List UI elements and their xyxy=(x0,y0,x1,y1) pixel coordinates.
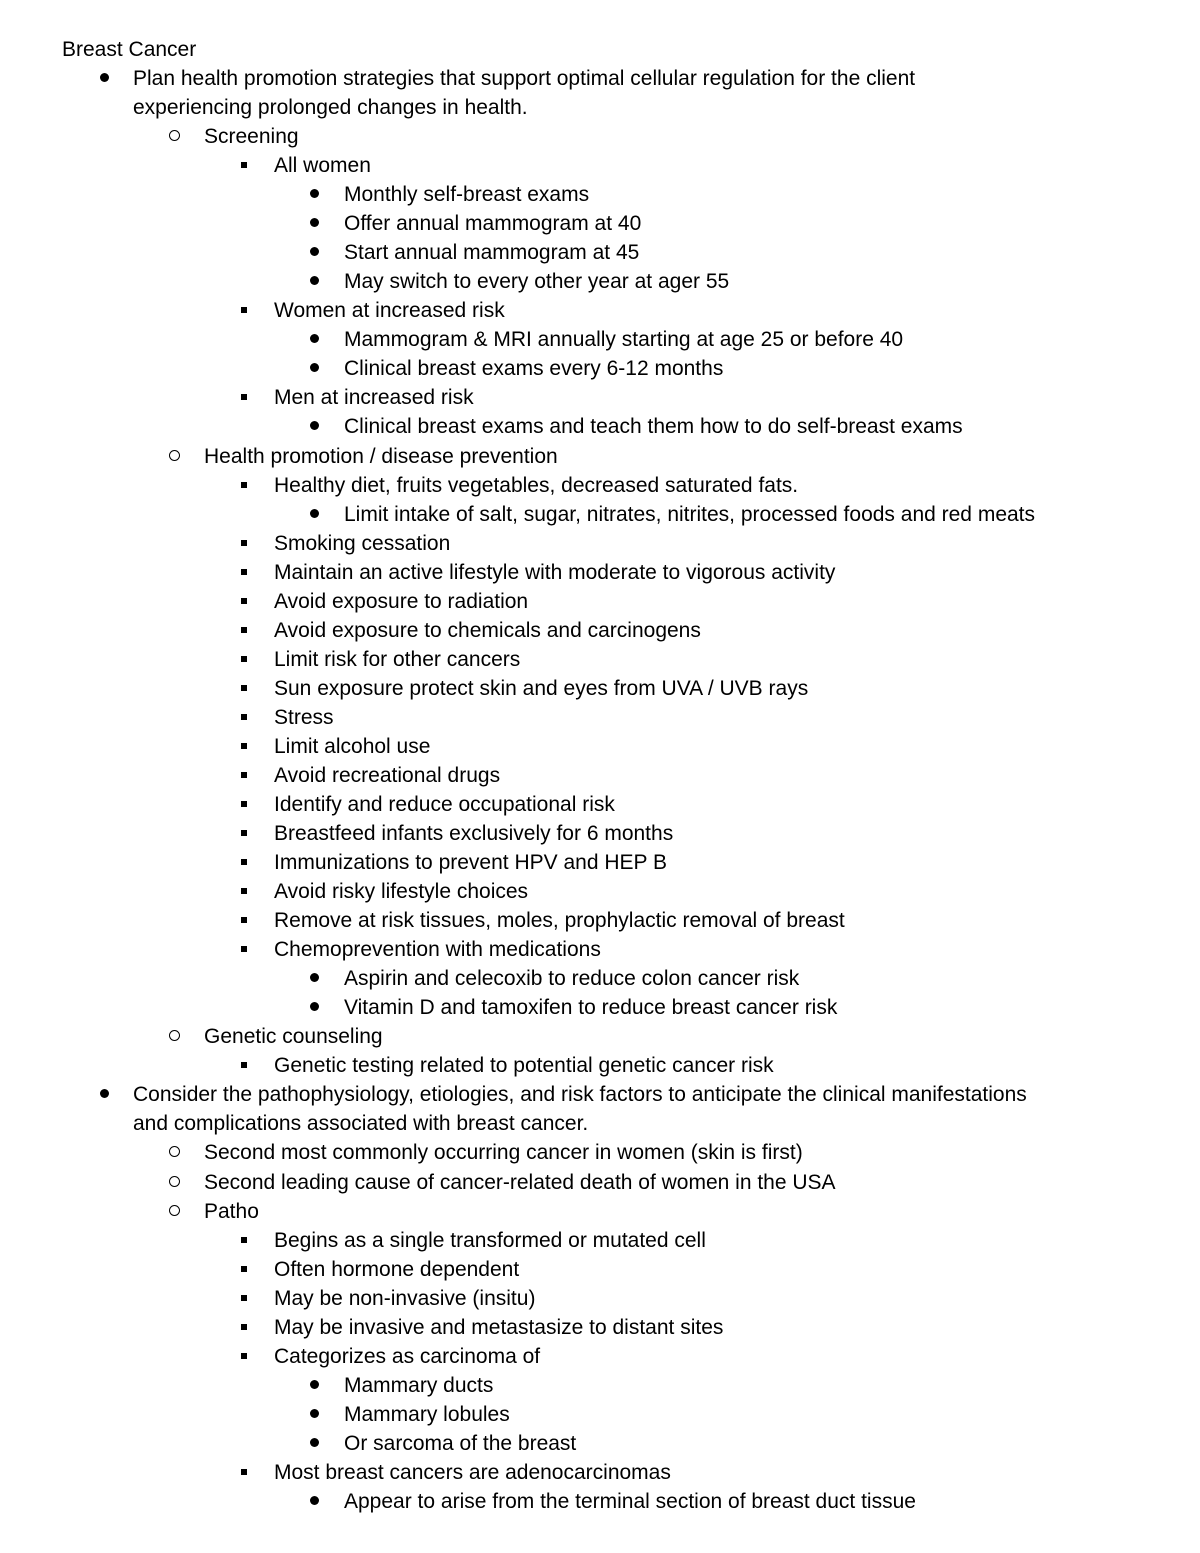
outline-item-text: Offer annual mammogram at 40 xyxy=(344,212,642,235)
outline-item-text: Chemoprevention with medications xyxy=(274,938,601,961)
square-bullet-icon xyxy=(234,619,254,643)
outline-item-text: Second leading cause of cancer-related death of women in the USA xyxy=(204,1171,836,1194)
square-bullet-icon xyxy=(234,1345,254,1369)
bullet-icon xyxy=(304,1432,324,1456)
bullet-icon xyxy=(304,1374,324,1398)
bullet-icon xyxy=(304,996,324,1020)
outline-item-text: Start annual mammogram at 45 xyxy=(344,241,640,264)
square-bullet-icon xyxy=(234,706,254,730)
hollow-circle-bullet-icon xyxy=(164,1171,184,1195)
outline-item-text: Consider the pathophysiology, etiologies, and risk factors to anticipate the clinical manifestations xyxy=(133,1083,1027,1106)
outline-item-text: Categorizes as carcinoma of xyxy=(274,1345,541,1368)
outline-item-text: Clinical breast exams every 6-12 months xyxy=(344,357,724,380)
square-bullet-icon xyxy=(234,851,254,875)
square-bullet-icon xyxy=(234,822,254,846)
square-bullet-icon xyxy=(234,909,254,933)
outline-item-text: Plan health promotion strategies that support optimal cellular regulation for the client xyxy=(133,67,916,90)
outline-item-text: Identify and reduce occupational risk xyxy=(274,793,615,816)
bullet-icon xyxy=(304,183,324,207)
hollow-circle-bullet-icon xyxy=(164,1200,184,1224)
outline-item-text: Smoking cessation xyxy=(274,532,451,555)
square-bullet-icon xyxy=(234,1229,254,1253)
square-bullet-icon xyxy=(234,474,254,498)
hollow-circle-bullet-icon xyxy=(164,1025,184,1049)
outline-item-text: Stress xyxy=(274,706,334,729)
square-bullet-icon xyxy=(234,1054,254,1078)
bullet-icon xyxy=(94,1083,114,1107)
outline-item-text: Women at increased risk xyxy=(274,299,505,322)
outline-item-text: Patho xyxy=(204,1200,259,1223)
outline-item-text: Breastfeed infants exclusively for 6 months xyxy=(274,822,674,845)
bullet-icon xyxy=(304,503,324,527)
outline-item-text: and complications associated with breast cancer. xyxy=(133,1112,589,1135)
outline-item-text: May be non-invasive (insitu) xyxy=(274,1287,536,1310)
outline-item-text: All women xyxy=(274,154,371,177)
square-bullet-icon xyxy=(234,793,254,817)
bullet-icon xyxy=(304,415,324,439)
outline-item-text: Clinical breast exams and teach them how to do self-breast exams xyxy=(344,415,963,438)
outline-item-text: Vitamin D and tamoxifen to reduce breast cancer risk xyxy=(344,996,838,1019)
outline-item-text: Mammary ducts xyxy=(344,1374,494,1397)
outline-item-text: Mammary lobules xyxy=(344,1403,510,1426)
square-bullet-icon xyxy=(234,1461,254,1485)
outline-item-text: Mammogram & MRI annually starting at age 25 or before 40 xyxy=(344,328,904,351)
square-bullet-icon xyxy=(234,1258,254,1282)
outline-item-text: May be invasive and metastasize to distant sites xyxy=(274,1316,724,1339)
square-bullet-icon xyxy=(234,735,254,759)
square-bullet-icon xyxy=(234,532,254,556)
outline-item-text: Avoid exposure to chemicals and carcinogens xyxy=(274,619,701,642)
bullet-icon xyxy=(304,270,324,294)
outline-item-text: Screening xyxy=(204,125,299,148)
outline-item-text: experiencing prolonged changes in health. xyxy=(133,96,528,119)
outline-item-text: Men at increased risk xyxy=(274,386,474,409)
bullet-icon xyxy=(304,1403,324,1427)
outline-item-text: Genetic counseling xyxy=(204,1025,383,1048)
outline-item-text: Avoid exposure to radiation xyxy=(274,590,529,613)
outline-item-text: Genetic testing related to potential genetic cancer risk xyxy=(274,1054,774,1077)
square-bullet-icon xyxy=(234,299,254,323)
square-bullet-icon xyxy=(234,590,254,614)
outline-item-text: Often hormone dependent xyxy=(274,1258,520,1281)
bullet-icon xyxy=(304,212,324,236)
outline-item-text: May switch to every other year at ager 55 xyxy=(344,270,730,293)
outline-item-text: Or sarcoma of the breast xyxy=(344,1432,577,1455)
hollow-circle-bullet-icon xyxy=(164,1141,184,1165)
outline-item-text: Avoid risky lifestyle choices xyxy=(274,880,529,903)
document-title: Breast Cancer xyxy=(62,38,197,61)
bullet-icon xyxy=(94,67,114,91)
square-bullet-icon xyxy=(234,764,254,788)
square-bullet-icon xyxy=(234,386,254,410)
outline-item-text: Maintain an active lifestyle with moderate to vigorous activity xyxy=(274,561,836,584)
outline-item-text: Second most commonly occurring cancer in women (skin is first) xyxy=(204,1141,803,1164)
outline-item-text: Monthly self-breast exams xyxy=(344,183,590,206)
bullet-icon xyxy=(304,328,324,352)
bullet-icon xyxy=(304,241,324,265)
outline-item-text: Limit risk for other cancers xyxy=(274,648,521,671)
bullet-icon xyxy=(304,1490,324,1514)
square-bullet-icon xyxy=(234,1316,254,1340)
outline-item-text: Avoid recreational drugs xyxy=(274,764,501,787)
square-bullet-icon xyxy=(234,677,254,701)
outline-item-text: Aspirin and celecoxib to reduce colon cancer risk xyxy=(344,967,800,990)
square-bullet-icon xyxy=(234,154,254,178)
square-bullet-icon xyxy=(234,561,254,585)
outline-item-text: Appear to arise from the terminal section of breast duct tissue xyxy=(344,1490,916,1513)
square-bullet-icon xyxy=(234,880,254,904)
outline-item-text: Limit intake of salt, sugar, nitrates, nitrites, processed foods and red meats xyxy=(344,503,1036,526)
outline-item-text: Health promotion / disease prevention xyxy=(204,445,558,468)
outline-item-text: Immunizations to prevent HPV and HEP B xyxy=(274,851,667,874)
outline-item-text: Sun exposure protect skin and eyes from UVA / UVB rays xyxy=(274,677,809,700)
bullet-icon xyxy=(304,357,324,381)
bullet-icon xyxy=(304,967,324,991)
square-bullet-icon xyxy=(234,648,254,672)
square-bullet-icon xyxy=(234,1287,254,1311)
outline-item-text: Healthy diet, fruits vegetables, decreased saturated fats. xyxy=(274,474,799,497)
hollow-circle-bullet-icon xyxy=(164,445,184,469)
square-bullet-icon xyxy=(234,938,254,962)
hollow-circle-bullet-icon xyxy=(164,125,184,149)
outline-item-text: Remove at risk tissues, moles, prophylactic removal of breast xyxy=(274,909,845,932)
outline-item-text: Begins as a single transformed or mutated cell xyxy=(274,1229,706,1252)
outline-item-text: Limit alcohol use xyxy=(274,735,431,758)
outline-item-text: Most breast cancers are adenocarcinomas xyxy=(274,1461,671,1484)
